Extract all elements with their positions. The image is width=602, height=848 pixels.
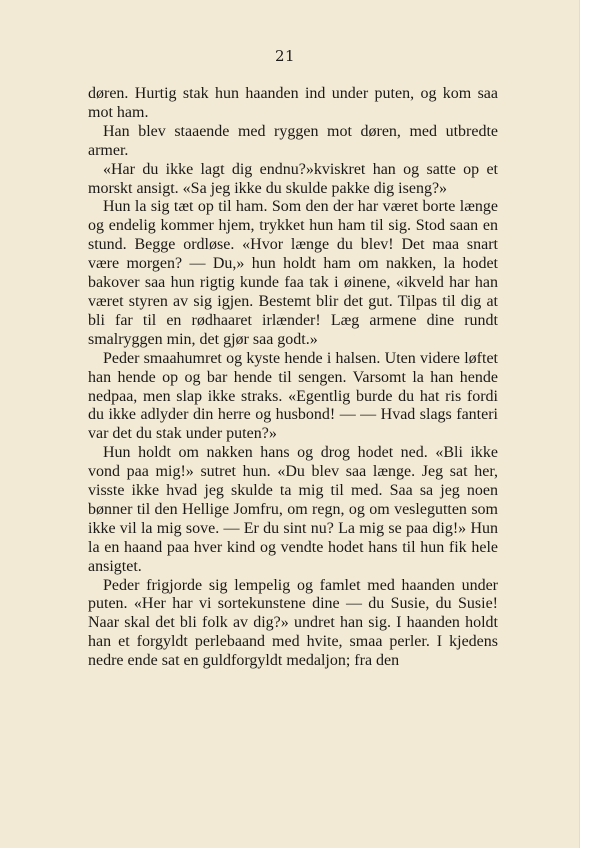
page-number: 21 — [274, 47, 296, 65]
paragraph: Hun la sig tæt op til ham. Som den der har været borte længe og endelig kommer hjem, trykket hun ham til sig. Stod saan en stund. Begge ordløse. «Hvor længe du blev! Det maa snart være morgen? — Du,» hun holdt ham om nakken, la hodet bakover saa hun rigtig kunde faa tak i øinene, «ikveld har han været styren av sig igjen. Bestemt blir det gut. Tilpas til dig at bli far til en rødhaaret irlænder! Læg armene dine rundt smalryggen min, det gjør saa godt.» — [88, 198, 498, 348]
paragraph: Han blev staaende med ryggen mot døren, med utbredte armer. — [88, 122, 498, 159]
paragraph: Peder smaahumret og kyste hende i halsen. Uten videre løftet han hende op og bar hende til sengen. Varsomt la han hende nedpaa, men slap ikke straks. «Egentlig burde du hat ris fordi du ikke adlyder din herre og husbond! — — Hvad slags fanteri var det du stak under puten?» — [88, 349, 498, 443]
paragraph: Hun holdt om nakken hans og drog hodet ned. «Bli ikke vond paa mig!» sutret hun. «Du blev saa længe. Jeg sat her, visste ikke hvad jeg skulde ta mig til med. Saa sa jeg noen bønner til den Hellige Jomfru, om regn, og om veslegutten som ikke vil la mig sove. — Er du sint nu? La mig se paa dig!» Hun la en haand paa hver kind og vendte hodet hans til hun fik hele ansigtet. — [88, 444, 498, 575]
paragraph: «Har du ikke lagt dig endnu?»kviskret han og satte op et morskt ansigt. «Sa jeg ikke du skulde pakke dig iseng?» — [88, 160, 498, 197]
paragraph: døren. Hurtig stak hun haanden ind under puten, og kom saa mot ham. — [88, 85, 498, 121]
page-edge — [579, 0, 602, 848]
body-text — [88, 85, 498, 671]
paragraph: Peder frigjorde sig lempelig og famlet med haanden under puten. «Her har vi sortekunstene dine — du Susie, du Susie! Naar skal det bli folk av dig?» undret han sig. I haanden holdt han et forgyldt perlebaand med hvite, smaa perler. I kjedens nedre ende sat en guldforgyldt medaljon; fra den — [88, 576, 498, 670]
